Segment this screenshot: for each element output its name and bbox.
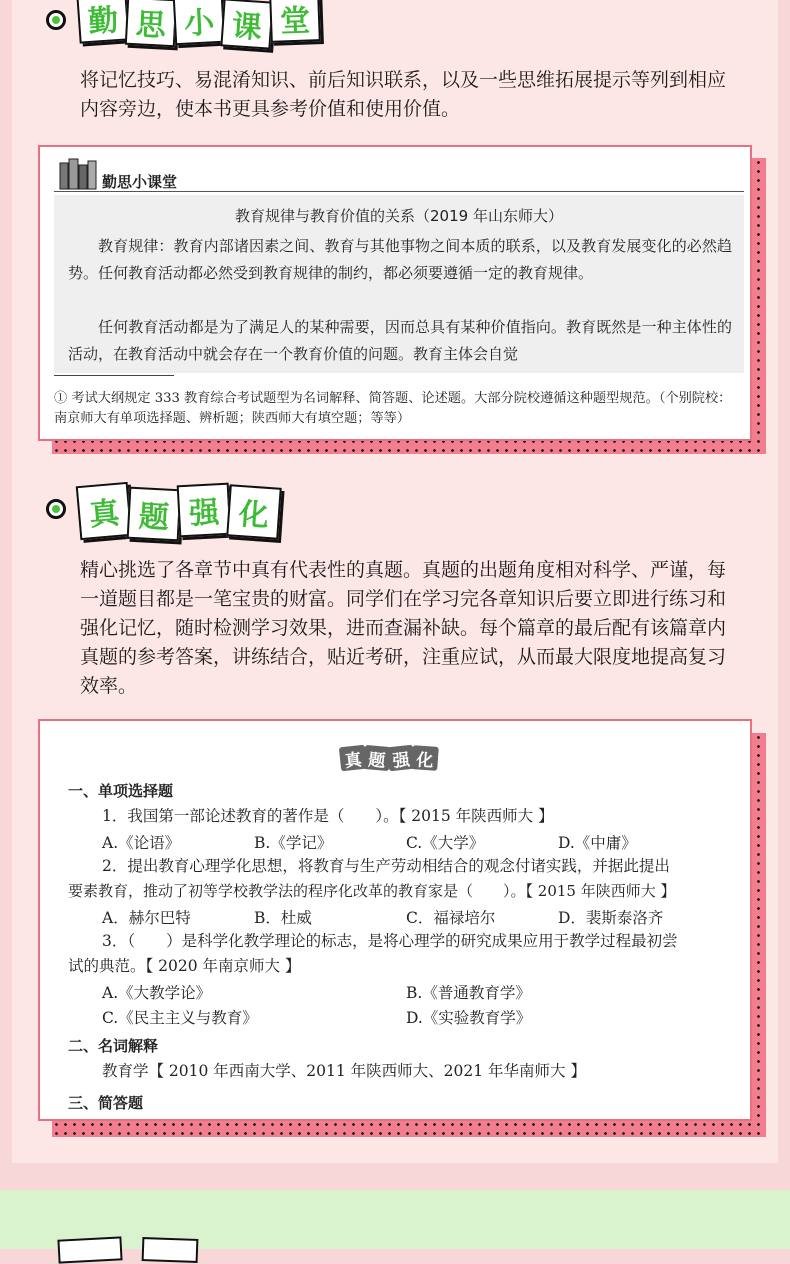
zhenti-badge (340, 743, 440, 773)
question-2-line2: 要素教育，推动了初等学校教学法的程序化改革的教育家是（ ）。【 2015 年陕西师大 】 (68, 882, 676, 900)
q1-option-d: D.《中庸》 (558, 834, 637, 852)
green-bullet-icon (46, 499, 66, 519)
q1-option-a: A.《论语》 (102, 834, 181, 852)
part3-heading: 三、简答题 (68, 1094, 144, 1112)
title-tile: 课 (220, 0, 273, 50)
example-content (54, 195, 744, 373)
question-3-line2: 试的典范。【 2020 年南京师大 】 (68, 957, 301, 975)
q2-option-d: D．裴斯泰洛齐 (558, 909, 664, 927)
next-section-tile (57, 1236, 122, 1263)
q1-option-c: C.《大学》 (406, 834, 485, 852)
title-tile: 小 (173, 0, 225, 45)
section-header-zhenti (46, 482, 366, 552)
qinsi-sample-box (38, 145, 752, 441)
title-tile: 题 (127, 487, 182, 542)
term-question: 教育学【 2010 年西南大学、2011 年陕西师大、2021 年华南师大 】 (102, 1062, 586, 1080)
part1-heading: 一、单项选择题 (68, 782, 174, 800)
badge-char: 真 (339, 745, 367, 772)
qinsi-label-text: 勤思小课堂 (102, 173, 178, 191)
divider (54, 191, 744, 192)
section-header-qinsi (46, 0, 366, 70)
paragraph: 教育规律：教育内部诸因素之间、教育与其他事物之间本质的联系，以及教育发展变化的必然趋势。任何教育活动都必然受到教育规律的制约，都必须要遵循一定的教育规律。 (68, 237, 732, 282)
badge-char: 强 (387, 745, 415, 772)
qinsi-label (54, 157, 234, 191)
footnote-rule (54, 375, 174, 376)
title-tile: 堂 (269, 0, 321, 43)
part2-heading: 二、名词解释 (68, 1037, 159, 1055)
q3-option-c: C.《民主主义与教育》 (102, 1009, 258, 1027)
section1-intro: 将记忆技巧、易混淆知识、前后知识联系，以及一些思维拓展提示等列到相应内容旁边，使本书更具参考价值和使用价值。 (80, 69, 727, 120)
zhenti-sample-box (38, 719, 752, 1121)
q3-option-d: D.《实验教育学》 (406, 1009, 532, 1027)
badge-char: 化 (411, 745, 439, 771)
green-bullet-icon (46, 10, 66, 30)
q2-option-c: C．福禄培尔 (406, 909, 496, 927)
q1-option-b: B.《学记》 (254, 834, 333, 852)
question-1: 1．我国第一部论述教育的著作是（ ）。【 2015 年陕西师大 】 (102, 807, 554, 825)
footnote: ① 考试大纲规定 333 教育综合考试题型为名词解释、简答题、论述题。大部分院校遵循这种题型规范。（个别院校：南京师大有单项选择题、辨析题；陕西师大有填空题；等等） (54, 391, 732, 426)
badge-char: 题 (363, 745, 391, 771)
section2-intro: 精心挑选了各章节中真有代表性的真题。真题的出题角度相对科学、严谨，每一道题目都是一笔宝贵的财富。同学们在学习完各章知识后要立即进行练习和强化记忆，随时检测学习效果，进而查漏补缺。每个篇章的最后配有该篇章内真题的参考答案，讲练结合，贴近考研，注重应试，从而最大限度地提高复习效率。 (80, 559, 727, 697)
topic-title: 教育规律与教育价值的关系（2019 年山东师大） (235, 207, 563, 225)
title-tile: 真 (76, 482, 133, 540)
paragraph: 任何教育活动都是为了满足人的某种需要，因而总具有某种价值指向。教育既然是一种主体性的活动，在教育活动中就会存在一个教育价值的问题。教育主体会自觉 (68, 318, 732, 363)
title-tile: 思 (125, 0, 177, 47)
books-icon (58, 157, 98, 191)
question-2-line1: 2．提出教育心理学化思想，将教育与生产劳动相结合的观念付诸实践，并据此提出 (102, 857, 670, 875)
title-tile: 化 (226, 484, 282, 540)
title-tile: 勤 (76, 0, 129, 44)
q2-option-a: A．赫尔巴特 (102, 909, 191, 927)
q3-option-a: A.《大教学论》 (102, 984, 212, 1002)
q3-option-b: B.《普通教育学》 (406, 984, 531, 1002)
question-3-line1: 3．（ ）是科学化教学理论的标志，是将心理学的研究成果应用于教学过程最初尝 (102, 932, 678, 950)
title-tile: 强 (177, 483, 232, 538)
q2-option-b: B．杜威 (254, 909, 312, 927)
next-section-tile (142, 1237, 199, 1263)
